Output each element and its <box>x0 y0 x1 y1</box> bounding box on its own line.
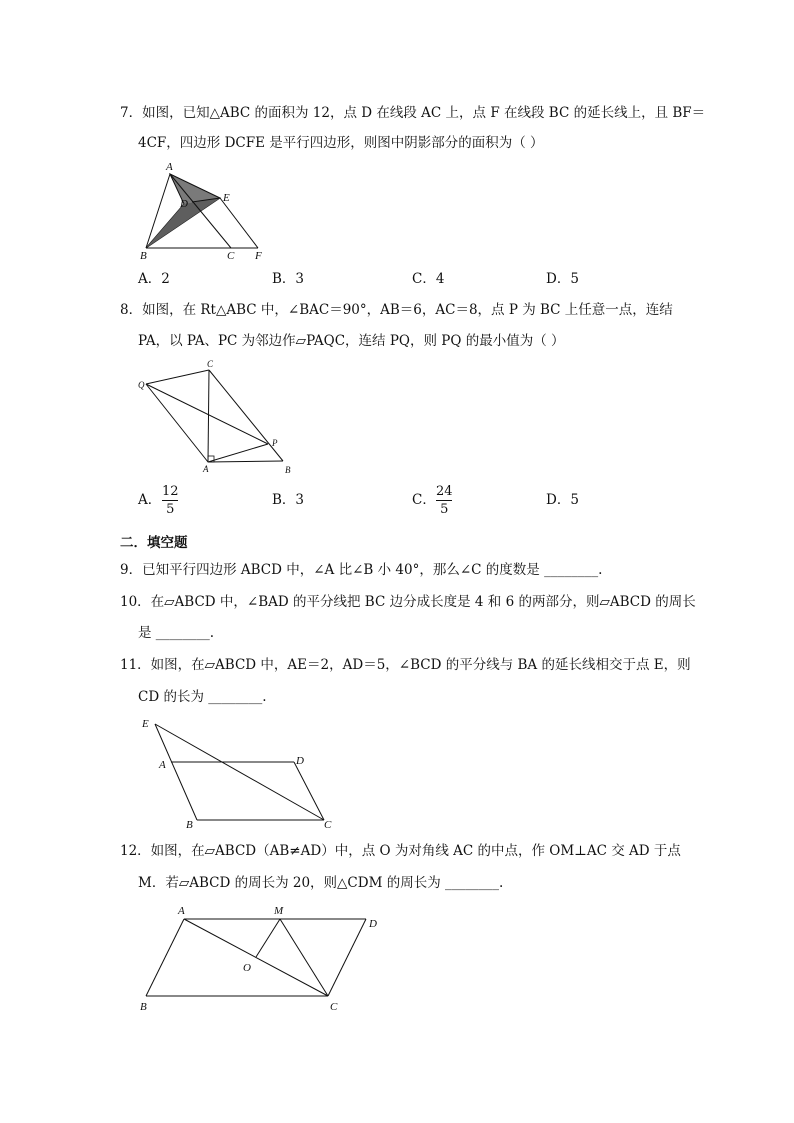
q8-label-q: Q <box>138 380 145 390</box>
q7-label-c: C <box>227 250 235 262</box>
q8-option-c-fraction <box>436 484 453 517</box>
q7-label-d: D <box>180 198 188 210</box>
q11-text-line1: 11．如图，在▱ABCD 中，AE＝2，AD＝5，∠BCD 的平分线与 BA 的延长线相交于点 E，则 <box>120 657 691 673</box>
q11-figure <box>138 712 338 834</box>
q8-option-a-denominator: 5 <box>166 502 175 517</box>
fraction-bar <box>436 500 452 501</box>
q10-text-line2: 是 ________. <box>138 625 215 641</box>
q7-label-b: B <box>140 250 147 262</box>
q12-label-o: O <box>243 962 251 974</box>
q8-label-c: C <box>207 359 214 369</box>
q8-option-a-numerator: 12 <box>162 484 179 499</box>
q9-text: 9．已知平行四边形 ABCD 中，∠A 比∠B 小 40°，那么∠C 的度数是 ________. <box>120 562 603 578</box>
q12-text-line1: 12．如图，在▱ABCD（AB≠AD）中，点 O 为对角线 AC 的中点，作 OM⊥AC 交 AD 于点 <box>120 843 681 859</box>
q8-figure <box>136 358 298 478</box>
q11-text-line2: CD 的长为 ________. <box>138 689 267 705</box>
q8-option-c[interactable] <box>412 491 436 509</box>
q11-label-e: E <box>142 718 149 730</box>
q7-option-b[interactable]: B．3 <box>272 271 305 287</box>
section-heading-fill-in: 二．填空题 <box>120 535 188 551</box>
q8-label-p: P <box>272 438 278 448</box>
q11-label-b: B <box>186 819 193 831</box>
q8-option-a[interactable] <box>138 491 161 509</box>
q12-label-b: B <box>140 1001 147 1013</box>
q12-label-c: C <box>330 1001 338 1013</box>
q8-option-a-prefix: A． <box>138 492 162 508</box>
q7-text-line1: 7．如图，已知△ABC 的面积为 12，点 D 在线段 AC 上，点 F 在线段 BC 的延长线上，且 BF＝ <box>120 105 706 121</box>
q12-label-d: D <box>369 918 377 930</box>
q12-label-a: A <box>178 905 185 917</box>
q7-figure <box>136 160 270 264</box>
q8-option-a-fraction <box>162 484 179 517</box>
q7-label-f: F <box>255 250 262 262</box>
q7-label-e: E <box>223 192 230 204</box>
q12-label-m: M <box>274 905 284 917</box>
q8-text-line2: PA，以 PA、PC 为邻边作▱PAQC，连结 PQ，则 PQ 的最小值为（ ） <box>138 333 565 349</box>
fraction-bar <box>162 500 178 501</box>
q11-label-c: C <box>324 819 332 831</box>
q8-label-a: A <box>203 464 209 474</box>
q12-text-line2: M．若▱ABCD 的周长为 20，则△CDM 的周长为 ________. <box>138 875 504 891</box>
q8-option-c-denominator: 5 <box>440 502 449 517</box>
q7-label-a: A <box>166 161 173 173</box>
q8-option-c-prefix: C． <box>412 492 436 508</box>
q7-option-c[interactable]: C．4 <box>412 271 445 287</box>
q8-option-d[interactable]: D．5 <box>546 492 579 508</box>
q8-option-b[interactable]: B．3 <box>272 492 305 508</box>
q7-option-d[interactable]: D．5 <box>546 271 579 287</box>
q11-label-d: D <box>296 755 304 767</box>
q8-text-line1: 8．如图，在 Rt△ABC 中，∠BAC＝90°，AB＝6，AC＝8，点 P 为 BC 上任意一点，连结 <box>120 302 673 318</box>
q7-text-line2: 4CF，四边形 DCFE 是平行四边形，则图中阴影部分的面积为（ ） <box>138 135 544 151</box>
q7-option-a[interactable]: A．2 <box>138 271 170 287</box>
q8-option-c-numerator: 24 <box>436 484 453 499</box>
q11-label-a: A <box>159 759 166 771</box>
q12-figure <box>136 902 386 1014</box>
q10-text-line1: 10．在▱ABCD 中，∠BAD 的平分线把 BC 边分成长度是 4 和 6 的两部分，则▱ABCD 的周长 <box>120 594 696 610</box>
q8-label-b: B <box>285 465 291 475</box>
